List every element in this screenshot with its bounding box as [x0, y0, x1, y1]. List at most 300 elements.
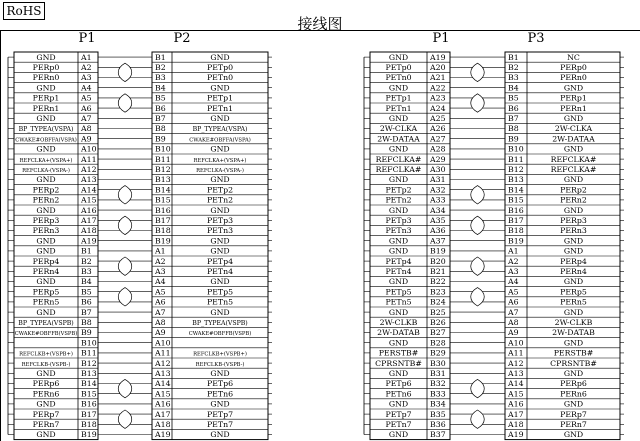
- left_panel-right-pin: A7: [155, 307, 166, 317]
- right_panel-twisted-pair: [471, 410, 485, 428]
- left_panel-right-signal: BP_TYPEA(VSPB): [192, 320, 248, 327]
- left_panel-right-pin: B18: [155, 226, 171, 236]
- right_panel-right-pin: B10: [508, 144, 524, 154]
- left_panel-left-signal: GND: [36, 277, 56, 287]
- right_panel-right-signal: CPRSNTB#: [550, 358, 597, 368]
- left_panel-left-signal: PERp6: [32, 379, 60, 389]
- right_panel-twisted-pair: [471, 288, 485, 306]
- left_panel-left-signal: PERn6: [32, 389, 60, 399]
- right_panel-right-signal: GND: [563, 246, 584, 256]
- right_panel-left-signal: REFCLKA#: [375, 154, 422, 164]
- left_panel-right-pin: A13: [155, 369, 171, 378]
- left_panel-left-signal: GND: [36, 52, 56, 62]
- left_panel-right-signal: REFCLKB-(VSPB-): [195, 361, 245, 368]
- right_panel-left-signal: REFCLKA#: [375, 165, 422, 174]
- right_panel-left-pin: A30: [430, 165, 446, 174]
- left_panel-right-pin: A15: [155, 389, 171, 399]
- left_panel-right-pin: A2: [155, 256, 166, 266]
- left_panel-right-pin: A10: [155, 338, 171, 348]
- right_panel-left-pin: B31: [430, 369, 446, 378]
- right_panel-right-pin: A18: [508, 420, 524, 429]
- right_panel-right-signal: PERp5: [560, 287, 587, 297]
- left_panel-right-pin: B5: [155, 93, 166, 103]
- right_panel-right-pin: A19: [508, 430, 524, 440]
- left_panel-left-pin: B11: [81, 348, 97, 358]
- left_panel-left-signal: GND: [36, 246, 56, 256]
- right_panel-left-pin: A21: [430, 73, 446, 83]
- left_panel-right-signal: REFCLKA+(VSPA+): [193, 157, 247, 164]
- right_panel-left-signal: PETp6: [385, 379, 412, 389]
- right_panel-left-signal: 2W-DATAB: [377, 328, 420, 338]
- left_panel-left-pin: A15: [81, 195, 97, 205]
- right_panel-right-pin: B14: [508, 185, 524, 195]
- right_panel-left-pin: B26: [430, 318, 446, 327]
- left_panel-right-signal: GND: [210, 236, 230, 246]
- right_panel-left-signal: GND: [388, 175, 409, 185]
- right_panel-right-signal: PERp3: [560, 216, 587, 225]
- left_panel-right-pin: B11: [155, 154, 171, 164]
- left_panel-right-pin: A17: [155, 409, 171, 419]
- right_panel-right-pin: B4: [508, 83, 519, 93]
- left_panel-left-pin: A9: [81, 134, 92, 144]
- left_panel-right-signal: PETp3: [206, 216, 234, 225]
- right_panel-right-pin: B19: [508, 236, 524, 246]
- right_panel-left-signal: CPRSNTB#: [375, 358, 422, 368]
- right_panel-left-signal: GND: [388, 246, 409, 256]
- right_panel-left-pin: B33: [430, 389, 446, 399]
- right_panel-right-signal: PERp1: [560, 93, 587, 103]
- right_panel-left-signal: GND: [388, 430, 409, 440]
- right_panel-right-pin: B5: [508, 93, 519, 103]
- left_panel-left-pin: A10: [81, 144, 97, 154]
- left_panel-left-signal: PERn2: [32, 195, 60, 205]
- left_panel-right-signal: GND: [210, 83, 230, 93]
- right_panel-right-signal: NC: [567, 52, 580, 62]
- right_panel-right-signal: GND: [563, 369, 584, 378]
- left_panel-twisted-pair: [118, 257, 132, 275]
- left_panel-left-pin: A6: [81, 103, 92, 113]
- diagram-title: 接线图: [297, 15, 343, 33]
- left_panel-right-pin: B13: [155, 175, 171, 185]
- right_panel-left-pin: A23: [430, 93, 446, 103]
- right_panel-left-signal: GND: [388, 338, 409, 348]
- right_panel-right-signal: 2W-DATAA: [552, 134, 595, 144]
- right_panel-right-signal: PERn7: [560, 420, 587, 429]
- right_panel-right-signal: GND: [563, 277, 584, 287]
- right_panel-right-signal: PERn0: [560, 73, 587, 83]
- right_panel-right-pin: A6: [508, 297, 519, 307]
- left_panel-left-pin: B2: [81, 256, 92, 266]
- left_panel-right-signal: PETp7: [206, 409, 234, 419]
- left_panel-left-signal: REFCLKB-(VSPB-): [21, 361, 71, 368]
- right_panel-right-signal: 2W-CLKB: [554, 318, 593, 327]
- right_panel-right-signal: REFCLKA#: [550, 154, 597, 164]
- right_panel-left-signal: 2W-CLKB: [379, 318, 418, 327]
- right_panel-right-pin: B2: [508, 63, 519, 72]
- right_panel-left-pin: B21: [430, 267, 446, 276]
- right_panel-right-signal: PERn4: [560, 267, 587, 276]
- right_panel-right-signal: GND: [563, 175, 584, 185]
- left_panel-right-pin: A19: [155, 430, 171, 440]
- right_panel-left-pin: A35: [430, 216, 446, 225]
- right_panel-left-signal: GND: [388, 114, 409, 123]
- left_panel-right-pin: A6: [155, 297, 166, 307]
- right_panel-left-pin: B25: [430, 307, 446, 317]
- right_panel-left-pin: B30: [430, 358, 446, 368]
- left_panel-right-pin: B7: [155, 114, 166, 123]
- right_panel-left-pin: A28: [430, 144, 446, 154]
- left_panel-right-signal: PETn2: [206, 195, 234, 205]
- left_panel-left-signal: BP_TYPEA(VSPA): [18, 126, 74, 134]
- right_panel-left-pin: B20: [430, 256, 446, 266]
- right_panel-left-pin: A25: [430, 114, 446, 123]
- left_panel-left-pin: A3: [81, 73, 92, 83]
- left_panel-left-pin: B5: [81, 287, 92, 297]
- left_panel-right-pin: B6: [155, 103, 166, 113]
- right_panel-right-pin: A13: [508, 369, 524, 378]
- left_panel-left-pin: B14: [81, 379, 97, 389]
- right_panel-left-signal: PETn1: [385, 103, 412, 113]
- right_panel-right-pin: B11: [508, 154, 524, 164]
- right_panel-right-pin: B6: [508, 103, 519, 113]
- left_panel-right-signal: PETn6: [206, 389, 234, 399]
- left_panel-left-pin: A12: [81, 165, 97, 174]
- right_panel-left-pin: A22: [430, 83, 446, 93]
- right_panel-left-signal: PETn0: [385, 73, 412, 83]
- right_panel-right-signal: GND: [563, 399, 584, 409]
- left_panel-left-signal: GND: [36, 144, 56, 154]
- right_panel-left-pin: B37: [430, 430, 446, 440]
- right_panel-right-pin: A14: [508, 379, 524, 389]
- left_panel-right-pin: A16: [155, 399, 171, 409]
- left_panel-left-pin: A14: [81, 185, 97, 195]
- right_panel-right-pin: A15: [508, 389, 524, 399]
- left_panel-right-signal: PETn1: [206, 103, 234, 113]
- right_panel-right-signal: GND: [563, 236, 584, 246]
- right_panel-left-pin: B29: [430, 348, 446, 358]
- left_panel-left-signal: PERn0: [32, 73, 60, 83]
- right_panel-left-signal: GND: [388, 52, 409, 62]
- right_panel-right-signal: PERp0: [560, 63, 587, 72]
- right_panel-left-signal: 2W-DATAA: [377, 134, 420, 144]
- left_panel-left-pin: B7: [81, 307, 92, 317]
- right_panel-left-signal: GND: [388, 307, 409, 317]
- right_panel-right-pin: A1: [508, 246, 519, 256]
- right-panel-header-p3: P3: [527, 31, 545, 46]
- right_panel-twisted-pair: [471, 186, 485, 204]
- right_panel-left-pin: A19: [430, 52, 446, 62]
- left_panel-left-signal: PERn7: [32, 420, 60, 429]
- left_panel-right-signal: PETp6: [206, 379, 234, 389]
- right_panel-right-pin: A10: [508, 338, 524, 348]
- left_panel-left-pin: B15: [81, 389, 97, 399]
- right_panel-right-pin: B3: [508, 73, 519, 83]
- right_panel-right-pin: B9: [508, 134, 519, 144]
- right_panel-left-signal: PETp3: [385, 216, 412, 225]
- left_panel-right-signal: GND: [210, 369, 230, 378]
- right_panel-left-pin: A31: [430, 175, 446, 185]
- left_panel-left-signal: PERn4: [32, 267, 60, 276]
- right_panel-left-pin: A36: [430, 226, 446, 236]
- left_panel-left-signal: GND: [36, 205, 56, 215]
- left_panel-right-signal: PETn4: [206, 267, 234, 276]
- left_panel-left-pin: A7: [81, 114, 92, 123]
- right_panel-right-signal: PERn5: [560, 297, 587, 307]
- right_panel-right-signal: PERSTB#: [553, 348, 594, 358]
- right_panel-right-pin: B17: [508, 216, 524, 225]
- left_panel-right-signal: PETn5: [206, 297, 234, 307]
- left_panel-right-pin: A5: [155, 287, 166, 297]
- left_panel-right-signal: PETp0: [206, 63, 234, 72]
- left_panel-twisted-pair: [118, 288, 132, 306]
- right_panel-right-signal: PERn1: [560, 103, 587, 113]
- right_panel-right-signal: GND: [563, 307, 584, 317]
- right_panel-right-pin: A16: [508, 399, 524, 409]
- left_panel-right-signal: GND: [210, 144, 230, 154]
- left_panel-right-signal: GND: [210, 399, 230, 409]
- left_panel-left-pin: A4: [81, 83, 92, 93]
- left_panel-left-pin: B18: [81, 420, 97, 429]
- right_panel-left-signal: PETp4: [385, 256, 412, 266]
- left_panel-left-signal: PERn1: [32, 103, 60, 113]
- right_panel-right-pin: B16: [508, 205, 524, 215]
- left_panel-right-pin: B12: [155, 165, 171, 174]
- left_panel-left-pin: A11: [81, 154, 97, 164]
- right_panel-right-pin: B8: [508, 124, 519, 134]
- left_panel-right-signal: GND: [210, 114, 230, 123]
- right_panel-left-signal: PETp1: [385, 93, 412, 103]
- right_panel-left-signal: PETn3: [385, 226, 412, 236]
- left_panel-left-pin: A19: [81, 236, 97, 246]
- left_panel-left-pin: A2: [81, 63, 92, 72]
- right_panel-right-pin: A17: [508, 409, 524, 419]
- right_panel-left-signal: GND: [388, 399, 409, 409]
- left_panel-right-pin: A8: [155, 318, 166, 327]
- left_panel-left-signal: GND: [36, 83, 56, 93]
- left_panel-right-signal: GND: [210, 307, 230, 317]
- left_panel-right-pin: A12: [155, 358, 171, 368]
- left_panel-twisted-pair: [118, 216, 132, 234]
- right_panel-left-signal: GND: [388, 369, 409, 378]
- right_panel-left-signal: GND: [388, 144, 409, 154]
- left_panel-left-pin: A13: [81, 175, 97, 185]
- right_panel-left-signal: GND: [388, 277, 409, 287]
- left_panel-left-pin: B8: [81, 318, 92, 327]
- left_panel-right-signal: GND: [210, 430, 230, 440]
- right_panel-right-signal: REFCLKA#: [550, 165, 597, 174]
- left_panel-left-pin: B12: [81, 358, 97, 368]
- left_panel-right-pin: B1: [155, 52, 166, 62]
- left_panel-right-signal: GND: [210, 246, 230, 256]
- right_panel-right-pin: A7: [508, 307, 519, 317]
- right_panel-left-signal: PETp7: [385, 409, 412, 419]
- right_panel-left-pin: B34: [430, 399, 446, 409]
- left_panel-left-signal: GND: [36, 399, 56, 409]
- left_panel-right-pin: B2: [155, 63, 166, 72]
- right_panel-left-pin: A29: [430, 154, 446, 164]
- left_panel-left-signal: GND: [36, 236, 56, 246]
- right_panel-left-signal: PETp2: [385, 185, 412, 195]
- left_panel-right-signal: CWAKE#OBFFB(VSPB): [188, 331, 252, 338]
- right_panel-right-pin: A3: [508, 267, 519, 276]
- left_panel-right-signal: GND: [210, 52, 230, 62]
- right_panel-right-signal: PERp2: [560, 185, 587, 195]
- left_panel-left-signal: PERn5: [32, 297, 60, 307]
- right_panel-right-pin: B1: [508, 52, 519, 62]
- right_panel-left-pin: B32: [430, 379, 446, 389]
- left_panel-left-pin: B6: [81, 297, 92, 307]
- right_panel-left-pin: B36: [430, 420, 446, 429]
- left_panel-right-pin: B4: [155, 83, 166, 93]
- right_panel-right-pin: A5: [508, 287, 519, 297]
- left_panel-left-pin: B3: [81, 267, 92, 276]
- left_panel-right-signal: GND: [210, 277, 230, 287]
- right_panel-right-pin: B13: [508, 175, 524, 185]
- left_panel-left-pin: B13: [81, 369, 97, 378]
- left_panel-twisted-pair: [118, 379, 132, 397]
- rohs-label: RoHS: [3, 2, 45, 20]
- right_panel-right-pin: B18: [508, 226, 524, 236]
- left_panel-left-pin: B9: [81, 328, 92, 338]
- left_panel-twisted-pair: [118, 186, 132, 204]
- right_panel-right-pin: A9: [508, 328, 519, 338]
- right-panel-header-p1: P1: [432, 31, 450, 46]
- right_panel-left-pin: B27: [430, 328, 446, 338]
- left_panel-right-signal: PETn0: [206, 73, 234, 83]
- right_panel-left-pin: B35: [430, 409, 446, 419]
- left_panel-right-pin: A11: [155, 348, 171, 358]
- left_panel-left-signal: PERp4: [32, 256, 60, 266]
- right_panel-right-signal: 2W-DATAB: [552, 328, 595, 338]
- right_panel-right-pin: B12: [508, 165, 524, 174]
- left_panel-left-signal: PERp0: [32, 63, 60, 72]
- left_panel-right-signal: PETp2: [206, 185, 234, 195]
- right_panel-right-pin: A2: [508, 256, 519, 266]
- left_panel-left-pin: B4: [81, 277, 92, 287]
- left_panel-right-signal: PETn3: [206, 226, 234, 236]
- left-panel-header-p2: P2: [173, 31, 191, 46]
- left_panel-right-signal: GND: [210, 175, 230, 185]
- right_panel-left-signal: PERSTB#: [378, 348, 419, 358]
- right_panel-twisted-pair: [471, 257, 485, 275]
- left_panel-left-pin: A5: [81, 93, 92, 103]
- right_panel-twisted-pair: [471, 216, 485, 234]
- right_panel-twisted-pair: [471, 94, 485, 112]
- right_panel-left-pin: B22: [430, 277, 446, 287]
- left_panel-left-signal: PERp5: [32, 287, 60, 297]
- left_panel-right-pin: B10: [155, 144, 171, 154]
- right_panel-right-signal: PERp4: [560, 256, 587, 266]
- right_panel-left-pin: A33: [430, 195, 446, 205]
- right_panel-left-pin: B19: [430, 246, 446, 256]
- left_panel-left-pin: B1: [81, 246, 92, 256]
- right_panel-right-pin: A4: [508, 277, 519, 287]
- left_panel-twisted-pair: [118, 410, 132, 428]
- left_panel-left-pin: A1: [81, 52, 92, 62]
- left_panel-right-signal: GND: [210, 205, 230, 215]
- right_panel-right-pin: A11: [508, 348, 524, 358]
- right_panel-right-signal: GND: [563, 430, 584, 440]
- left_panel-right-pin: B15: [155, 195, 171, 205]
- left_panel-left-signal: REFCLKB+(VSPB+): [19, 351, 73, 358]
- left_panel-left-pin: A8: [81, 124, 92, 134]
- right_panel-twisted-pair: [471, 379, 485, 397]
- left_panel-left-signal: GND: [36, 114, 56, 123]
- left_panel-right-pin: A3: [155, 267, 166, 276]
- left_panel-right-pin: A1: [155, 246, 166, 256]
- right_panel-right-pin: A12: [508, 358, 524, 368]
- left_panel-left-pin: B16: [81, 399, 97, 409]
- left_panel-left-signal: GND: [36, 369, 56, 378]
- left_panel-left-pin: A17: [81, 216, 97, 225]
- left_panel-right-signal: REFCLKA-(VSPA-): [196, 168, 244, 174]
- left_panel-left-signal: REFCLKA-(VSPA-): [22, 168, 70, 174]
- right_panel-right-signal: GND: [563, 144, 584, 154]
- left_panel-right-pin: B3: [155, 73, 166, 83]
- right_panel-left-pin: A37: [430, 236, 446, 246]
- right_panel-left-signal: PETn5: [385, 297, 412, 307]
- left_panel-right-signal: PETp5: [206, 287, 234, 297]
- left_panel-right-pin: B14: [155, 185, 171, 195]
- right_panel-left-pin: A34: [430, 205, 446, 215]
- left_panel-twisted-pair: [118, 63, 132, 81]
- right_panel-twisted-pair: [471, 63, 485, 81]
- right_panel-left-pin: A32: [430, 185, 446, 195]
- left_panel-left-pin: A18: [81, 226, 97, 236]
- left_panel-left-signal: BP_TYPEA(VSPB): [18, 320, 74, 327]
- left_panel-right-signal: REFCLKB+(VSPB+): [193, 351, 247, 358]
- right_panel-left-signal: GND: [388, 83, 409, 93]
- right_panel-left-pin: A26: [430, 124, 446, 134]
- left_panel-left-signal: PERp1: [32, 93, 60, 103]
- right_panel-right-pin: B7: [508, 114, 519, 123]
- right_panel-left-pin: A20: [430, 63, 446, 72]
- right_panel-left-signal: GND: [388, 205, 409, 215]
- right_panel-right-signal: PERp7: [560, 409, 587, 419]
- right_panel-right-signal: GND: [563, 338, 584, 348]
- left_panel-right-signal: PETp4: [206, 256, 234, 266]
- right_panel-right-signal: 2W-CLKA: [554, 124, 593, 134]
- right_panel-right-signal: PERn3: [560, 226, 587, 236]
- right_panel-left-signal: PETn7: [385, 420, 412, 429]
- right_panel-right-pin: B15: [508, 195, 524, 205]
- right_panel-right-signal: GND: [563, 83, 584, 93]
- right_panel-right-signal: GND: [563, 205, 584, 215]
- left_panel-left-pin: B19: [81, 430, 97, 440]
- right_panel-left-signal: PETp0: [385, 63, 412, 72]
- left_panel-left-pin: A16: [81, 205, 97, 215]
- right_panel-left-pin: A24: [430, 103, 446, 113]
- left_panel-left-signal: CWAKE#OBFFB(VSPB): [14, 331, 78, 338]
- right_panel-left-signal: PETp5: [385, 287, 412, 297]
- right_panel-right-signal: PERp6: [560, 379, 587, 389]
- left_panel-right-signal: PETp1: [206, 93, 234, 103]
- left_panel-left-signal: PERp2: [32, 185, 60, 195]
- right_panel-right-pin: A8: [508, 318, 519, 327]
- left_panel-right-pin: B8: [155, 124, 166, 134]
- right_panel-right-signal: PERn2: [560, 195, 587, 205]
- left_panel-left-signal: GND: [36, 307, 56, 317]
- right_panel-left-pin: B24: [430, 297, 446, 307]
- left_panel-right-pin: A4: [155, 277, 166, 287]
- left_panel-left-pin: B17: [81, 409, 97, 419]
- left_panel-twisted-pair: [118, 94, 132, 112]
- right_panel-left-signal: PETn6: [385, 389, 412, 399]
- left_panel-right-pin: B9: [155, 134, 166, 144]
- right_panel-left-pin: A27: [430, 134, 446, 144]
- left_panel-right-pin: B19: [155, 236, 171, 246]
- left_panel-left-signal: PERp7: [32, 409, 60, 419]
